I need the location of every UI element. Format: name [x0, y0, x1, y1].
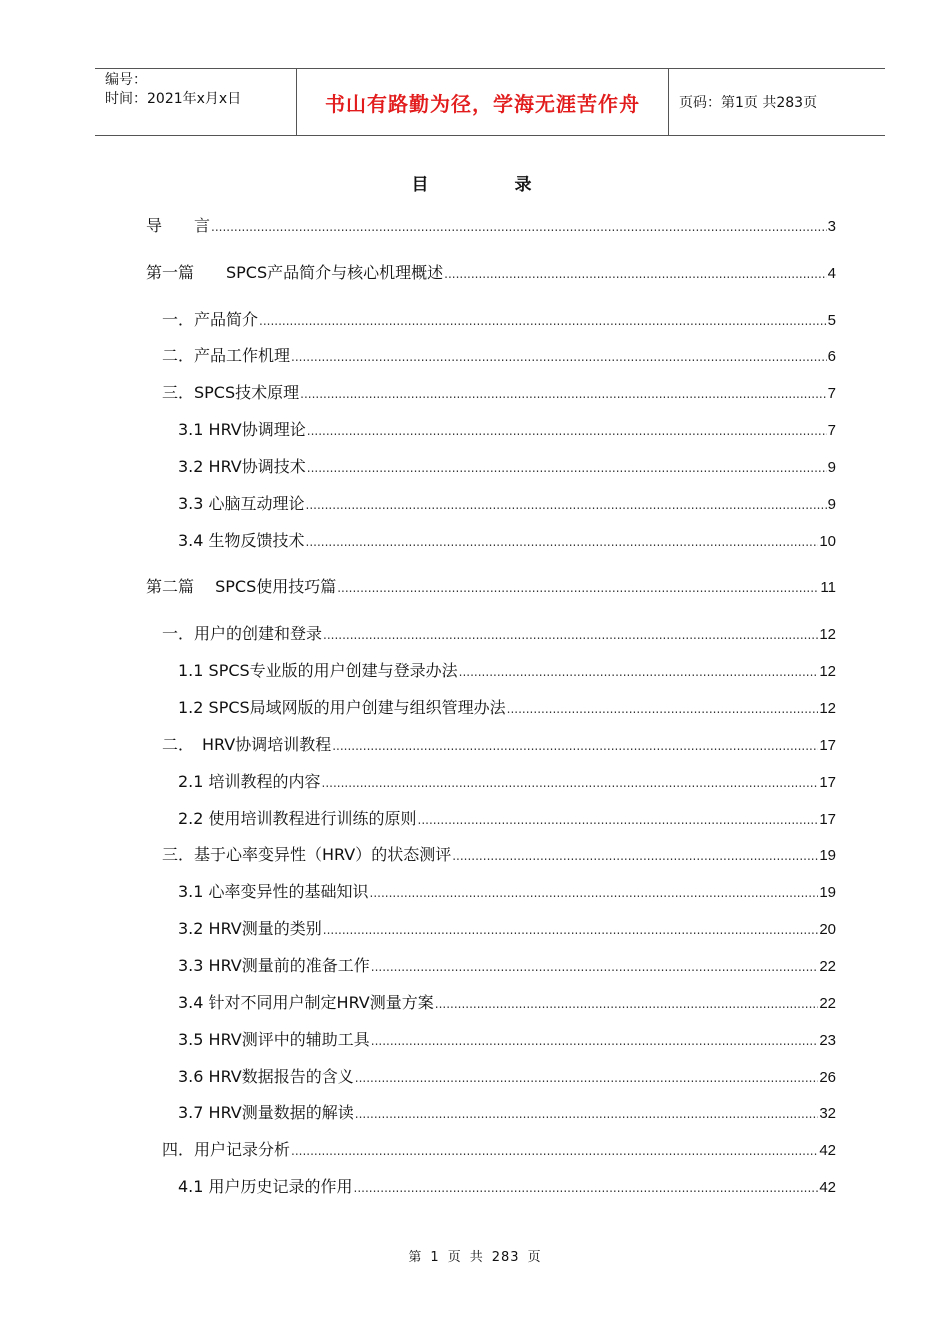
toc-entry-page: 42 [819, 1142, 836, 1159]
toc-entry[interactable] [178, 418, 836, 442]
toc-leader [306, 530, 819, 554]
toc-entry[interactable] [178, 991, 836, 1015]
toc-entry-page: 3 [827, 218, 836, 235]
footer-suffix: 页 [527, 1250, 542, 1265]
toc-leader [259, 309, 827, 333]
toc-entry-text: 三．基于心率变异性（HRV）的状态测评 [162, 845, 452, 864]
toc-entry-page: 17 [819, 774, 836, 791]
toc-entry-text: 3.5 HRV测评中的辅助工具 [178, 1030, 370, 1049]
toc-entry[interactable] [146, 261, 836, 285]
toc-leader [322, 771, 819, 795]
toc-leader [291, 1139, 818, 1163]
toc-leader [354, 1176, 819, 1200]
toc-entry-page: 12 [819, 626, 836, 643]
toc-leader [355, 1102, 819, 1126]
toc-entry-text: 第二篇 SPCS使用技巧篇 [146, 577, 337, 596]
toc-entry-text: 导 言 [146, 216, 211, 235]
toc-entry[interactable] [146, 214, 836, 238]
toc-leader [371, 1029, 819, 1053]
toc-entry-text: 三．SPCS技术原理 [162, 383, 300, 402]
toc-entry-page: 22 [819, 995, 836, 1012]
toc-entry-page: 7 [827, 385, 836, 402]
toc-entry-page: 19 [819, 847, 836, 864]
serial-label: 编号： [105, 72, 147, 88]
page-footer [0, 1246, 950, 1265]
toc-leader [291, 345, 827, 369]
toc-entry-page: 17 [819, 811, 836, 828]
toc-entry-text: 3.1 心率变异性的基础知识 [178, 882, 369, 901]
page-header [95, 68, 885, 136]
toc-entry-text: 4.1 用户历史记录的作用 [178, 1177, 353, 1196]
toc-entry-page: 10 [819, 533, 836, 550]
time-label: 时间：2021年x月x日 [105, 91, 242, 107]
toc-entry-text: 第一篇 SPCS产品简介与核心机理概述 [146, 263, 444, 282]
toc-entry[interactable] [162, 1138, 836, 1162]
toc-leader [337, 576, 819, 600]
toc-entry-text: 3.4 生物反馈技术 [178, 531, 305, 550]
toc-leader [211, 215, 827, 239]
header-page-info: 页码：第1页 共283页 [679, 95, 818, 111]
toc-entry-text: 3.6 HRV数据报告的含义 [178, 1067, 354, 1086]
toc-entry[interactable] [178, 696, 836, 720]
toc-entry-page: 12 [819, 663, 836, 680]
header-motto: 书山有路勤为径，学海无涯苦作舟 [297, 69, 669, 135]
footer-page-word: 页 [447, 1250, 462, 1265]
toc-entry-page: 6 [827, 348, 836, 365]
toc-entry-text: 3.2 HRV测量的类别 [178, 919, 322, 938]
header-meta [95, 69, 297, 135]
toc-entry-text: 四．用户记录分析 [162, 1140, 291, 1159]
toc-entry-text: 3.4 针对不同用户制定HRV测量方案 [178, 993, 434, 1012]
toc-leader [507, 697, 819, 721]
toc-leader [452, 844, 818, 868]
toc-title: 目 录 [411, 175, 572, 195]
toc-leader [332, 734, 818, 758]
toc-entry[interactable] [146, 575, 836, 599]
toc-leader [444, 262, 827, 286]
toc-entry[interactable] [178, 954, 836, 978]
toc-entry[interactable] [178, 917, 836, 941]
toc-entry[interactable] [178, 880, 836, 904]
toc-entry-page: 17 [819, 737, 836, 754]
toc-entry-text: 1.1 SPCS专业版的用户创建与登录办法 [178, 661, 458, 680]
toc-entry[interactable] [178, 492, 836, 516]
toc-entry-text: 一．产品简介 [162, 310, 259, 329]
toc-entry-text: 3.7 HRV测量数据的解读 [178, 1103, 354, 1122]
toc-entry-page: 32 [819, 1105, 836, 1122]
toc-leader [323, 623, 818, 647]
toc-entry-page: 42 [819, 1179, 836, 1196]
toc-entry[interactable] [162, 733, 836, 757]
toc-entry[interactable] [162, 843, 836, 867]
toc-leader [435, 992, 819, 1016]
footer-total-word: 共 [469, 1250, 484, 1265]
toc-entry-text: 3.3 HRV测量前的准备工作 [178, 956, 370, 975]
toc-leader [306, 493, 827, 517]
toc-entry[interactable] [178, 1065, 836, 1089]
footer-total-pages: 283 [491, 1250, 520, 1265]
toc-entry[interactable] [178, 770, 836, 794]
footer-current-page: 1 [430, 1250, 440, 1265]
toc-entry-text: 2.1 培训教程的内容 [178, 772, 321, 791]
toc-entry[interactable] [178, 1028, 836, 1052]
toc-entry-text: 1.2 SPCS局域网版的用户创建与组织管理办法 [178, 698, 506, 717]
toc-entry[interactable] [178, 529, 836, 553]
toc-entry-text: 3.3 心脑互动理论 [178, 494, 305, 513]
toc-entry[interactable] [178, 1175, 836, 1199]
toc-entry-text: 3.2 HRV协调技术 [178, 457, 306, 476]
toc-leader [307, 456, 827, 480]
toc-leader [418, 808, 819, 832]
toc-leader [371, 955, 819, 979]
toc-entry-page: 4 [827, 265, 836, 282]
toc-entry[interactable] [178, 659, 836, 683]
toc-entry-page: 23 [819, 1032, 836, 1049]
toc-entry-text: 二．产品工作机理 [162, 346, 291, 365]
toc-entry-page: 5 [827, 312, 836, 329]
toc-entry-text: 2.2 使用培训教程进行训练的原则 [178, 809, 417, 828]
toc-leader [370, 881, 819, 905]
toc-entry-page: 9 [827, 496, 836, 513]
toc-entry-page: 11 [820, 579, 836, 596]
toc-entry-page: 20 [819, 921, 836, 938]
toc-entry[interactable] [162, 622, 836, 646]
toc-entry-page: 9 [827, 459, 836, 476]
toc-entry[interactable] [162, 381, 836, 405]
toc-leader [355, 1066, 819, 1090]
toc-entry[interactable] [178, 807, 836, 831]
toc-entry-page: 22 [819, 958, 836, 975]
toc-entry-page: 12 [819, 700, 836, 717]
toc-entry-text: 一．用户的创建和登录 [162, 624, 323, 643]
toc-entry-page: 26 [819, 1069, 836, 1086]
toc-leader [323, 918, 819, 942]
toc-leader [307, 419, 827, 443]
toc-entry[interactable] [162, 344, 836, 368]
toc-entry-text: 二． HRV协调培训教程 [162, 735, 332, 754]
toc-entry[interactable] [178, 1101, 836, 1125]
toc-entry-page: 19 [819, 884, 836, 901]
toc-leader [300, 382, 827, 406]
toc-entry-text: 3.1 HRV协调理论 [178, 420, 306, 439]
toc-entry[interactable] [178, 455, 836, 479]
footer-prefix: 第 [408, 1250, 423, 1265]
toc-leader [459, 660, 819, 684]
toc-entry[interactable] [162, 308, 836, 332]
toc-entry-page: 7 [827, 422, 836, 439]
